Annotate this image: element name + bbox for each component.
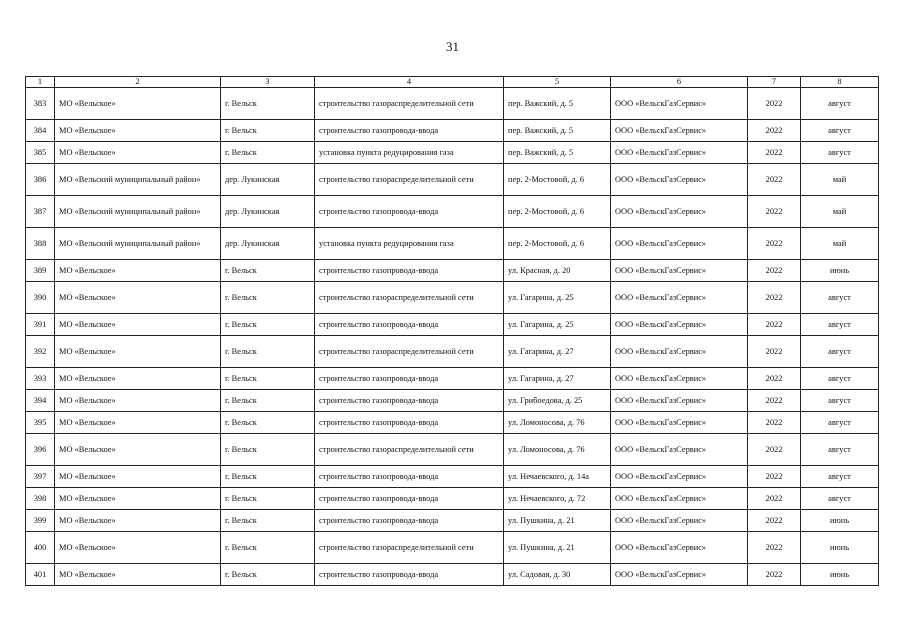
year-cell: 2022 <box>748 196 801 228</box>
table-row <box>26 260 879 282</box>
year-cell: 2022 <box>748 336 801 368</box>
address-cell: ул. Грибоедова, д. 25 <box>504 390 611 412</box>
address-cell: пер. 2-Мостовой, д. 6 <box>504 228 611 260</box>
address-cell: ул. Гагарина, д. 25 <box>504 314 611 336</box>
address-cell: пер. Важский, д. 5 <box>504 120 611 142</box>
year-cell: 2022 <box>748 88 801 120</box>
year-cell: 2022 <box>748 164 801 196</box>
year-cell: 2022 <box>748 228 801 260</box>
table-row <box>26 488 879 510</box>
column-header: 6 <box>611 77 748 88</box>
address-cell: ул. Гагарина, д. 27 <box>504 336 611 368</box>
row-number-cell: 384 <box>26 120 55 142</box>
year-cell: 2022 <box>748 412 801 434</box>
organization-cell: ООО «ВельскГазСервис» <box>611 88 748 120</box>
table-row <box>26 88 879 120</box>
address-cell: ул. Садовая, д. 30 <box>504 564 611 586</box>
organization-cell: ООО «ВельскГазСервис» <box>611 412 748 434</box>
organization-cell: ООО «ВельскГазСервис» <box>611 390 748 412</box>
month-cell: август <box>801 488 879 510</box>
month-cell: июнь <box>801 532 879 564</box>
settlement-cell: г. Вельск <box>221 532 315 564</box>
work-type-cell: установка пункта редуцирования газа <box>315 142 504 164</box>
organization-cell: ООО «ВельскГазСервис» <box>611 164 748 196</box>
month-cell: июнь <box>801 510 879 532</box>
work-type-cell: строительство газопровода-ввода <box>315 466 504 488</box>
address-cell: ул. Ломоносова, д. 76 <box>504 412 611 434</box>
year-cell: 2022 <box>748 314 801 336</box>
row-number-cell: 393 <box>26 368 55 390</box>
organization-cell: ООО «ВельскГазСервис» <box>611 228 748 260</box>
year-cell: 2022 <box>748 434 801 466</box>
month-cell: август <box>801 282 879 314</box>
municipality-cell: МО «Вельское» <box>55 466 221 488</box>
municipality-cell: МО «Вельское» <box>55 88 221 120</box>
settlement-cell: г. Вельск <box>221 88 315 120</box>
work-type-cell: строительство газопровода-ввода <box>315 390 504 412</box>
settlement-cell: г. Вельск <box>221 314 315 336</box>
settlement-cell: дер. Лукинская <box>221 228 315 260</box>
address-cell: ул. Пушкина, д. 21 <box>504 510 611 532</box>
column-header: 2 <box>55 77 221 88</box>
settlement-cell: г. Вельск <box>221 282 315 314</box>
work-type-cell: строительство газораспределительной сети <box>315 88 504 120</box>
month-cell: август <box>801 142 879 164</box>
row-number-cell: 385 <box>26 142 55 164</box>
settlement-cell: дер. Лукинская <box>221 164 315 196</box>
organization-cell: ООО «ВельскГазСервис» <box>611 142 748 164</box>
address-cell: пер. 2-Мостовой, д. 6 <box>504 196 611 228</box>
settlement-cell: г. Вельск <box>221 120 315 142</box>
year-cell: 2022 <box>748 120 801 142</box>
row-number-cell: 392 <box>26 336 55 368</box>
settlement-cell: г. Вельск <box>221 434 315 466</box>
year-cell: 2022 <box>748 282 801 314</box>
settlement-cell: г. Вельск <box>221 466 315 488</box>
year-cell: 2022 <box>748 390 801 412</box>
work-type-cell: строительство газопровода-ввода <box>315 260 504 282</box>
organization-cell: ООО «ВельскГазСервис» <box>611 510 748 532</box>
organization-cell: ООО «ВельскГазСервис» <box>611 434 748 466</box>
table-row <box>26 532 879 564</box>
municipality-cell: МО «Вельское» <box>55 260 221 282</box>
month-cell: май <box>801 196 879 228</box>
month-cell: август <box>801 336 879 368</box>
month-cell: июнь <box>801 260 879 282</box>
municipality-cell: МО «Вельское» <box>55 564 221 586</box>
settlement-cell: г. Вельск <box>221 368 315 390</box>
municipality-cell: МО «Вельское» <box>55 142 221 164</box>
work-type-cell: установка пункта редуцирования газа <box>315 228 504 260</box>
work-type-cell: строительство газопровода-ввода <box>315 368 504 390</box>
organization-cell: ООО «ВельскГазСервис» <box>611 260 748 282</box>
organization-cell: ООО «ВельскГазСервис» <box>611 466 748 488</box>
work-type-cell: строительство газораспределительной сети <box>315 164 504 196</box>
address-cell: ул. Гагарина, д. 27 <box>504 368 611 390</box>
address-cell: пер. 2-Мостовой, д. 6 <box>504 164 611 196</box>
table-row <box>26 564 879 586</box>
address-cell: ул. Нечаевского, д. 14а <box>504 466 611 488</box>
settlement-cell: г. Вельск <box>221 488 315 510</box>
work-type-cell: строительство газопровода-ввода <box>315 120 504 142</box>
municipality-cell: МО «Вельское» <box>55 488 221 510</box>
organization-cell: ООО «ВельскГазСервис» <box>611 532 748 564</box>
row-number-cell: 397 <box>26 466 55 488</box>
municipality-cell: МО «Вельское» <box>55 510 221 532</box>
municipality-cell: МО «Вельское» <box>55 412 221 434</box>
municipality-cell: МО «Вельское» <box>55 532 221 564</box>
work-type-cell: строительство газопровода-ввода <box>315 564 504 586</box>
row-number-cell: 399 <box>26 510 55 532</box>
settlement-cell: дер. Лукинская <box>221 196 315 228</box>
row-number-cell: 401 <box>26 564 55 586</box>
month-cell: август <box>801 390 879 412</box>
municipality-cell: МО «Вельское» <box>55 336 221 368</box>
row-number-cell: 400 <box>26 532 55 564</box>
table-row <box>26 142 879 164</box>
settlement-cell: г. Вельск <box>221 336 315 368</box>
table-row <box>26 390 879 412</box>
column-header: 7 <box>748 77 801 88</box>
row-number-cell: 383 <box>26 88 55 120</box>
table-row <box>26 164 879 196</box>
row-number-cell: 396 <box>26 434 55 466</box>
settlement-cell: г. Вельск <box>221 412 315 434</box>
year-cell: 2022 <box>748 466 801 488</box>
municipality-cell: МО «Вельское» <box>55 282 221 314</box>
year-cell: 2022 <box>748 488 801 510</box>
month-cell: май <box>801 164 879 196</box>
column-header: 8 <box>801 77 879 88</box>
column-header: 1 <box>26 77 55 88</box>
month-cell: август <box>801 88 879 120</box>
settlement-cell: г. Вельск <box>221 390 315 412</box>
address-cell: пер. Важский, д. 5 <box>504 88 611 120</box>
organization-cell: ООО «ВельскГазСервис» <box>611 488 748 510</box>
work-type-cell: строительство газопровода-ввода <box>315 412 504 434</box>
column-header: 5 <box>504 77 611 88</box>
month-cell: август <box>801 466 879 488</box>
municipality-cell: МО «Вельское» <box>55 368 221 390</box>
table-row <box>26 434 879 466</box>
work-type-cell: строительство газораспределительной сети <box>315 282 504 314</box>
table-row <box>26 120 879 142</box>
address-cell: ул. Пушкина, д. 21 <box>504 532 611 564</box>
month-cell: август <box>801 120 879 142</box>
table-row <box>26 228 879 260</box>
settlement-cell: г. Вельск <box>221 142 315 164</box>
organization-cell: ООО «ВельскГазСервис» <box>611 564 748 586</box>
year-cell: 2022 <box>748 532 801 564</box>
municipality-cell: МО «Вельское» <box>55 120 221 142</box>
row-number-cell: 389 <box>26 260 55 282</box>
municipality-cell: МО «Вельский муниципальный район» <box>55 196 221 228</box>
year-cell: 2022 <box>748 564 801 586</box>
address-cell: ул. Нечаевского, д. 72 <box>504 488 611 510</box>
settlement-cell: г. Вельск <box>221 510 315 532</box>
year-cell: 2022 <box>748 368 801 390</box>
settlement-cell: г. Вельск <box>221 260 315 282</box>
table-row <box>26 314 879 336</box>
month-cell: август <box>801 314 879 336</box>
municipality-cell: МО «Вельское» <box>55 434 221 466</box>
table-row <box>26 510 879 532</box>
row-number-cell: 395 <box>26 412 55 434</box>
table-row <box>26 466 879 488</box>
month-cell: август <box>801 412 879 434</box>
page-number: 31 <box>446 39 459 54</box>
table-row <box>26 336 879 368</box>
year-cell: 2022 <box>748 260 801 282</box>
row-number-cell: 394 <box>26 390 55 412</box>
address-cell: ул. Гагарина, д. 25 <box>504 282 611 314</box>
organization-cell: ООО «ВельскГазСервис» <box>611 314 748 336</box>
year-cell: 2022 <box>748 142 801 164</box>
year-cell: 2022 <box>748 510 801 532</box>
settlement-cell: г. Вельск <box>221 564 315 586</box>
organization-cell: ООО «ВельскГазСервис» <box>611 196 748 228</box>
row-number-cell: 390 <box>26 282 55 314</box>
row-number-cell: 388 <box>26 228 55 260</box>
column-header: 4 <box>315 77 504 88</box>
organization-cell: ООО «ВельскГазСервис» <box>611 120 748 142</box>
table-row <box>26 412 879 434</box>
month-cell: август <box>801 368 879 390</box>
month-cell: май <box>801 228 879 260</box>
works-table <box>25 76 879 586</box>
organization-cell: ООО «ВельскГазСервис» <box>611 368 748 390</box>
month-cell: июнь <box>801 564 879 586</box>
work-type-cell: строительство газопровода-ввода <box>315 314 504 336</box>
row-number-cell: 387 <box>26 196 55 228</box>
address-cell: ул. Ломоносова, д. 76 <box>504 434 611 466</box>
work-type-cell: строительство газораспределительной сети <box>315 434 504 466</box>
header-row <box>26 77 879 88</box>
municipality-cell: МО «Вельское» <box>55 314 221 336</box>
organization-cell: ООО «ВельскГазСервис» <box>611 336 748 368</box>
month-cell: август <box>801 434 879 466</box>
organization-cell: ООО «ВельскГазСервис» <box>611 282 748 314</box>
municipality-cell: МО «Вельский муниципальный район» <box>55 228 221 260</box>
row-number-cell: 386 <box>26 164 55 196</box>
work-type-cell: строительство газораспределительной сети <box>315 336 504 368</box>
address-cell: пер. Важский, д. 5 <box>504 142 611 164</box>
row-number-cell: 398 <box>26 488 55 510</box>
row-number-cell: 391 <box>26 314 55 336</box>
work-type-cell: строительство газопровода-ввода <box>315 488 504 510</box>
work-type-cell: строительство газораспределительной сети <box>315 532 504 564</box>
table-row <box>26 282 879 314</box>
table-row <box>26 368 879 390</box>
address-cell: ул. Красная, д. 20 <box>504 260 611 282</box>
municipality-cell: МО «Вельское» <box>55 390 221 412</box>
table-row <box>26 196 879 228</box>
column-header: 3 <box>221 77 315 88</box>
work-type-cell: строительство газопровода-ввода <box>315 196 504 228</box>
work-type-cell: строительство газопровода-ввода <box>315 510 504 532</box>
municipality-cell: МО «Вельский муниципальный район» <box>55 164 221 196</box>
